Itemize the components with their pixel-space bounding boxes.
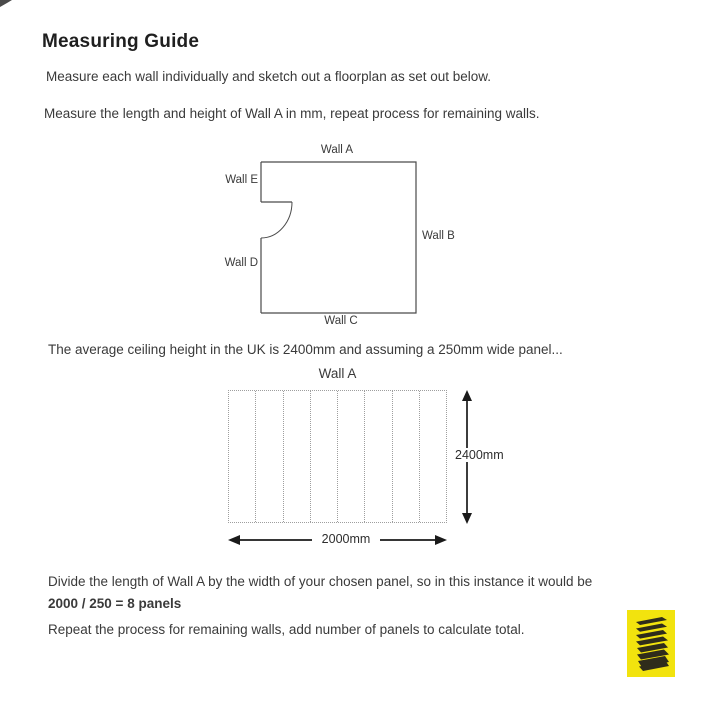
corner-artifact bbox=[0, 0, 14, 8]
width-dimension-label: 2000mm bbox=[312, 532, 380, 546]
floorplan-wall-e-label: Wall E bbox=[225, 174, 258, 186]
footer-line-3: Repeat the process for remaining walls, add number of panels to calculate total. bbox=[48, 622, 525, 637]
panel-diagram-title: Wall A bbox=[318, 366, 357, 381]
height-dimension-label: 2400mm bbox=[452, 448, 507, 462]
panel-cell bbox=[256, 391, 283, 522]
floorplan-wall-d-label: Wall D bbox=[224, 257, 258, 269]
panel-cell bbox=[229, 391, 256, 522]
panel-stack-logo bbox=[627, 610, 675, 677]
page-title: Measuring Guide bbox=[42, 31, 200, 52]
panel-cell bbox=[365, 391, 392, 522]
panel-cell bbox=[284, 391, 311, 522]
floorplan-wall-b-label: Wall B bbox=[422, 230, 455, 242]
footer-calculation: 2000 / 250 = 8 panels bbox=[48, 596, 182, 611]
floorplan-wall-c-label: Wall C bbox=[324, 315, 358, 327]
panel-cell bbox=[420, 391, 446, 522]
intro-line-1: Measure each wall individually and sketch out a floorplan as set out below. bbox=[46, 69, 492, 84]
floorplan-walls-abc bbox=[261, 162, 416, 313]
ceiling-height-line: The average ceiling height in the UK is 2400mm and assuming a 250mm wide panel... bbox=[48, 342, 563, 357]
intro-line-2: Measure the length and height of Wall A in mm, repeat process for remaining walls. bbox=[44, 106, 540, 121]
panel-cell bbox=[311, 391, 338, 522]
panel-cell bbox=[393, 391, 420, 522]
floorplan-wall-a-label: Wall A bbox=[320, 144, 354, 156]
door-swing-arc bbox=[261, 202, 292, 238]
panel-grid bbox=[228, 390, 447, 523]
panel-cell bbox=[338, 391, 365, 522]
footer-line-1: Divide the length of Wall A by the width of your chosen panel, so in this instance it would be bbox=[48, 574, 593, 589]
